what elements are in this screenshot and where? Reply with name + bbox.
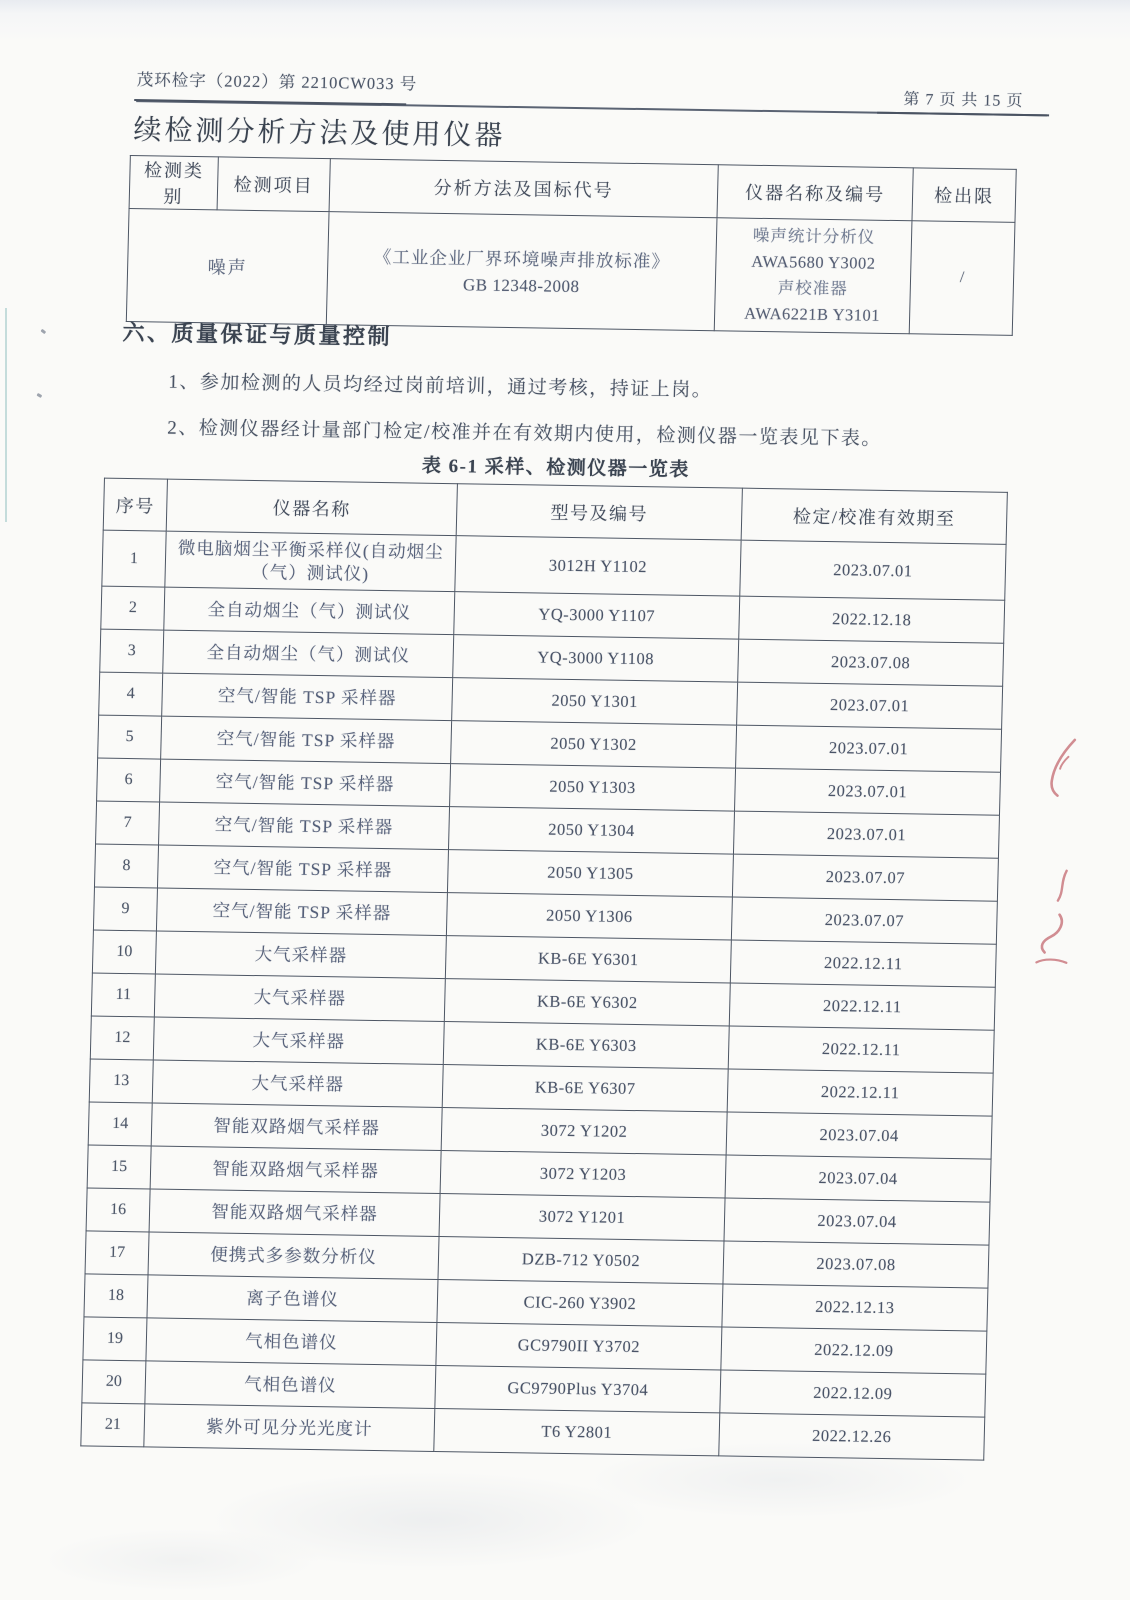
model-number-cell: 2050 Y1302: [451, 721, 737, 768]
valid-date-cell: 2023.07.01: [736, 725, 1002, 772]
model-number-cell: DZB-712 Y0502: [438, 1236, 724, 1283]
page-indicator-underline: [877, 112, 1049, 117]
valid-date-cell: 2022.12.18: [739, 596, 1005, 643]
qa-section-heading: 六、质量保证与质量控制: [122, 319, 393, 350]
method-col-method: 分析方法及国标代号: [329, 159, 718, 218]
row-number-cell: 5: [98, 715, 162, 759]
valid-date-cell: 2023.07.08: [738, 639, 1004, 686]
valid-date-cell: 2022.12.09: [720, 1370, 986, 1417]
valid-date-cell: 2023.07.01: [737, 682, 1003, 729]
valid-date-cell: 2022.12.09: [721, 1327, 987, 1374]
row-number-cell: 2: [101, 586, 165, 630]
instrument-name-cell: 智能双路烟气采样器: [150, 1146, 441, 1194]
row-number-cell: 4: [99, 672, 163, 716]
row-number-cell: 9: [93, 887, 157, 931]
model-number-cell: 2050 Y1305: [447, 850, 733, 897]
valid-date-cell: 2023.07.07: [731, 897, 997, 944]
qa-item-2: 2、检测仪器经计量部门检定/校准并在有效期内使用，检测仪器一览表见下表。: [166, 417, 883, 450]
method-col-limit: 检出限: [912, 168, 1016, 223]
row-number-cell: 6: [97, 758, 161, 802]
row-number-cell: 7: [96, 801, 160, 845]
instrument-name-cell: 微电脑烟尘平衡采样仪(自动烟尘（气）测试仪): [165, 531, 456, 592]
instrument-name-cell: 大气采样器: [155, 931, 446, 979]
red-seal-fragment: [1028, 866, 1079, 977]
model-number-cell: 3012H Y1102: [455, 536, 741, 596]
model-number-cell: 2050 Y1306: [446, 893, 732, 940]
valid-date-cell: 2022.12.13: [722, 1284, 988, 1331]
model-number-cell: 3072 Y1201: [439, 1193, 725, 1240]
test-item-cell: 噪声: [126, 208, 329, 324]
instrument-name-cell: 气相色谱仪: [146, 1318, 437, 1366]
model-number-cell: 2050 Y1303: [450, 764, 736, 811]
method-col-item: 检测项目: [217, 157, 330, 212]
analysis-method-cell: [326, 212, 717, 331]
row-number-cell: 11: [91, 973, 155, 1017]
model-number-cell: 3072 Y1202: [441, 1108, 727, 1155]
row-number-cell: 3: [100, 629, 164, 673]
instrument-name-cell: 智能双路烟气采样器: [149, 1189, 440, 1237]
instrument-name-cell: 紫外可见分光光度计: [144, 1404, 435, 1452]
row-number-cell: 15: [87, 1145, 151, 1189]
model-number-cell: KB-6E Y6303: [443, 1022, 729, 1069]
instrument-name-cell: 大气采样器: [153, 1017, 444, 1065]
instrument-table-body: [81, 530, 1006, 1460]
page-indicator: 第 7 页 共 15 页: [903, 91, 1024, 111]
detection-limit-cell: /: [909, 221, 1015, 336]
instrument-name-cell: 空气/智能 TSP 采样器: [160, 759, 451, 807]
instrument-name-cell: 气相色谱仪: [145, 1361, 436, 1409]
red-seal-fragment: [1039, 736, 1083, 799]
valid-date-cell: 2022.12.11: [729, 983, 995, 1030]
instrument-name-cell: 大气采样器: [154, 974, 445, 1022]
col-model-number: 型号及编号: [456, 484, 742, 540]
qa-item-1: 1、参加检测的人员均经过岗前培训，通过考核，持证上岗。: [168, 371, 713, 402]
model-number-cell: 2050 Y1301: [452, 678, 738, 725]
model-number-cell: YQ-3000 Y1108: [453, 635, 739, 682]
valid-date-cell: 2022.12.11: [730, 940, 996, 987]
valid-date-cell: 2023.07.07: [732, 854, 998, 901]
valid-date-cell: 2023.07.08: [723, 1241, 989, 1288]
instrument-table: [80, 478, 1008, 1461]
instrument-line: AWA5680 Y3002: [751, 251, 876, 273]
valid-date-cell: 2023.07.01: [735, 768, 1001, 815]
row-number-cell: 16: [86, 1188, 150, 1232]
col-serial-number: 序号: [103, 478, 167, 531]
instrument-table-title: 表 6-1 采样、检测仪器一览表: [421, 455, 690, 481]
instrument-line: 声校准器: [777, 278, 849, 299]
valid-date-cell: 2023.07.04: [725, 1155, 991, 1202]
instrument-line: 噪声统计分析仪: [752, 225, 876, 247]
instrument-name-cell: 大气采样器: [152, 1060, 443, 1108]
row-number-cell: 12: [90, 1016, 154, 1060]
row-number-cell: 21: [81, 1403, 145, 1447]
valid-date-cell: 2022.12.26: [719, 1413, 985, 1460]
valid-date-cell: 2023.07.01: [733, 811, 999, 858]
valid-date-cell: 2022.12.11: [727, 1069, 993, 1116]
col-instrument-name: 仪器名称: [166, 479, 457, 536]
instrument-name-cell: 空气/智能 TSP 采样器: [159, 802, 450, 850]
instrument-name-cell: 离子色谱仪: [147, 1275, 438, 1323]
model-number-cell: KB-6E Y6307: [442, 1065, 728, 1112]
row-number-cell: 20: [82, 1360, 146, 1404]
model-number-cell: 3072 Y1203: [440, 1151, 726, 1198]
instrument-name-cell: 全自动烟尘（气）测试仪: [164, 587, 455, 635]
valid-date-cell: 2023.07.04: [726, 1112, 992, 1159]
model-number-cell: YQ-3000 Y1107: [454, 592, 740, 639]
row-number-cell: 14: [88, 1102, 152, 1146]
instrument-line: AWA6221B Y3101: [744, 303, 881, 325]
valid-date-cell: 2023.07.04: [724, 1198, 990, 1245]
method-standard-name: 《工业企业厂界环境噪声排放标准》: [373, 246, 671, 272]
instrument-name-cell: 空气/智能 TSP 采样器: [161, 716, 452, 764]
instrument-name-cell: 空气/智能 TSP 采样器: [156, 888, 447, 936]
instrument-name-cell: 智能双路烟气采样器: [151, 1103, 442, 1151]
model-number-cell: GC9790II Y3702: [436, 1322, 722, 1369]
model-number-cell: KB-6E Y6301: [445, 936, 731, 983]
valid-date-cell: 2023.07.01: [740, 540, 1006, 600]
model-number-cell: CIC-260 Y3902: [437, 1279, 723, 1326]
method-col-instrument: 仪器名称及编号: [717, 165, 913, 221]
instrument-name-cell: 全自动烟尘（气）测试仪: [163, 630, 454, 678]
row-number-cell: 18: [84, 1274, 148, 1318]
instrument-name-cell: 便携式多参数分析仪: [148, 1232, 439, 1280]
row-number-cell: 1: [102, 530, 166, 587]
instrument-name-cell: 空气/智能 TSP 采样器: [157, 845, 448, 893]
method-standard-code: GB 12348-2008: [462, 275, 580, 297]
model-number-cell: T6 Y2801: [434, 1408, 720, 1455]
row-number-cell: 13: [89, 1059, 153, 1103]
row-number-cell: 17: [85, 1231, 149, 1275]
document-number: 茂环检字（2022）第 2210CW033 号: [136, 70, 418, 94]
row-number-cell: 8: [94, 844, 158, 888]
method-table: [126, 155, 1017, 336]
method-table-row: [126, 208, 1015, 335]
instrument-name-cell: 空气/智能 TSP 采样器: [162, 673, 453, 721]
model-number-cell: 2050 Y1304: [448, 807, 734, 854]
method-col-category: 检测类别: [129, 156, 218, 210]
model-number-cell: KB-6E Y6302: [444, 979, 730, 1026]
valid-date-cell: 2022.12.11: [728, 1026, 994, 1073]
col-valid-until: 检定/校准有效期至: [741, 488, 1007, 544]
page-title: 续检测分析方法及使用仪器: [133, 115, 506, 152]
model-number-cell: GC9790Plus Y3704: [435, 1365, 721, 1412]
row-number-cell: 10: [92, 930, 156, 974]
row-number-cell: 19: [83, 1317, 147, 1361]
instrument-id-cell: [714, 218, 912, 334]
